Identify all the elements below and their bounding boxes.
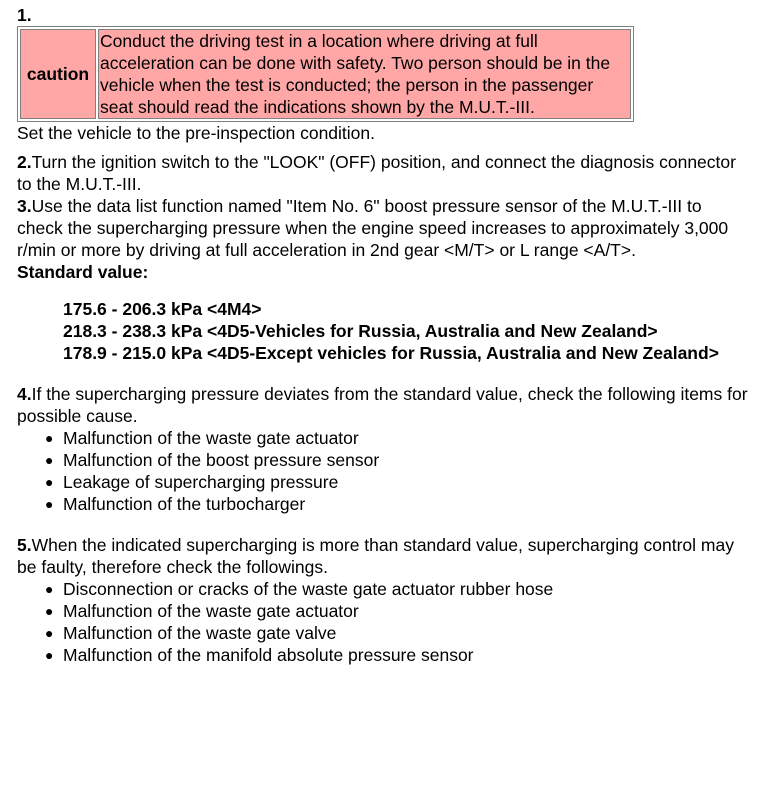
bullet-icon: ●: [45, 474, 54, 490]
caution-label: caution: [20, 29, 96, 119]
list-item: [45, 493, 752, 515]
step-4-cause-list: [17, 427, 752, 515]
list-item-text: Malfunction of the boost pressure sensor: [63, 450, 380, 470]
bullet-icon: ●: [45, 430, 54, 446]
bullet-icon: ●: [45, 647, 54, 663]
step-2: [17, 151, 752, 195]
list-item: [45, 622, 752, 644]
step-2-text: Turn the ignition switch to the "LOOK" (OFF) position, and connect the diagnosis connector to the M.U.T.-III.: [17, 152, 736, 194]
standard-value-4m4: 175.6 - 206.3 kPa <4M4>: [63, 299, 262, 319]
list-item-text: Disconnection or cracks of the waste gate actuator rubber hose: [63, 579, 554, 599]
standard-value-4d5-russia-au-nz: 218.3 - 238.3 kPa <4D5-Vehicles for Russia, Australia and New Zealand>: [63, 321, 658, 341]
step-5-text: When the indicated supercharging is more than standard value, supercharging control may be faulty, therefore check the followings.: [17, 535, 734, 577]
step-3: [17, 195, 752, 261]
standard-values: [63, 298, 752, 364]
procedure-document: [17, 0, 752, 666]
standard-value-4d5-except: 178.9 - 215.0 kPa <4D5-Except vehicles for Russia, Australia and New Zealand>: [63, 343, 719, 363]
list-item-text: Malfunction of the turbocharger: [63, 494, 306, 514]
step-5-number: 5.: [17, 535, 32, 555]
list-item: [45, 449, 752, 471]
step-3-number: 3.: [17, 196, 32, 216]
list-item-text: Leakage of supercharging pressure: [63, 472, 339, 492]
list-item: [45, 471, 752, 493]
list-item: [45, 578, 752, 600]
bullet-icon: ●: [45, 581, 54, 597]
caution-row: [20, 29, 631, 119]
step-4-number: 4.: [17, 384, 32, 404]
list-item-text: Malfunction of the manifold absolute pressure sensor: [63, 645, 474, 665]
list-item-text: Malfunction of the waste gate actuator: [63, 428, 359, 448]
list-item: [45, 644, 752, 666]
list-item: [45, 427, 752, 449]
caution-text: Conduct the driving test in a location where driving at full acceleration can be done with safety. Two person should be in the vehicle when the test is conducted; the person in the passenger seat should read the indications shown by the M.U.T.-III.: [98, 29, 631, 119]
step-5: [17, 534, 752, 578]
step-2-number: 2.: [17, 152, 32, 172]
bullet-icon: ●: [45, 452, 54, 468]
caution-table: [17, 26, 634, 122]
list-item-text: Malfunction of the waste gate valve: [63, 623, 337, 643]
step-3-text: Use the data list function named "Item No. 6" boost pressure sensor of the M.U.T.-III to check the supercharging pressure when the engine speed increases to approximately 3,000 r/min or more by driving at full acceleration in 2nd gear <M/T> or L range <A/T>.: [17, 196, 729, 260]
step-4: [17, 383, 752, 427]
standard-value-label: Standard value:: [17, 262, 149, 282]
step-1-number: 1.: [17, 5, 32, 25]
bullet-icon: ●: [45, 625, 54, 641]
bullet-icon: ●: [45, 496, 54, 512]
step-5-check-list: [17, 578, 752, 666]
list-item: [45, 600, 752, 622]
step-1-text: Set the vehicle to the pre-inspection condition.: [17, 123, 375, 143]
bullet-icon: ●: [45, 603, 54, 619]
list-item-text: Malfunction of the waste gate actuator: [63, 601, 359, 621]
step-4-text: If the supercharging pressure deviates from the standard value, check the following items for possible cause.: [17, 384, 748, 426]
